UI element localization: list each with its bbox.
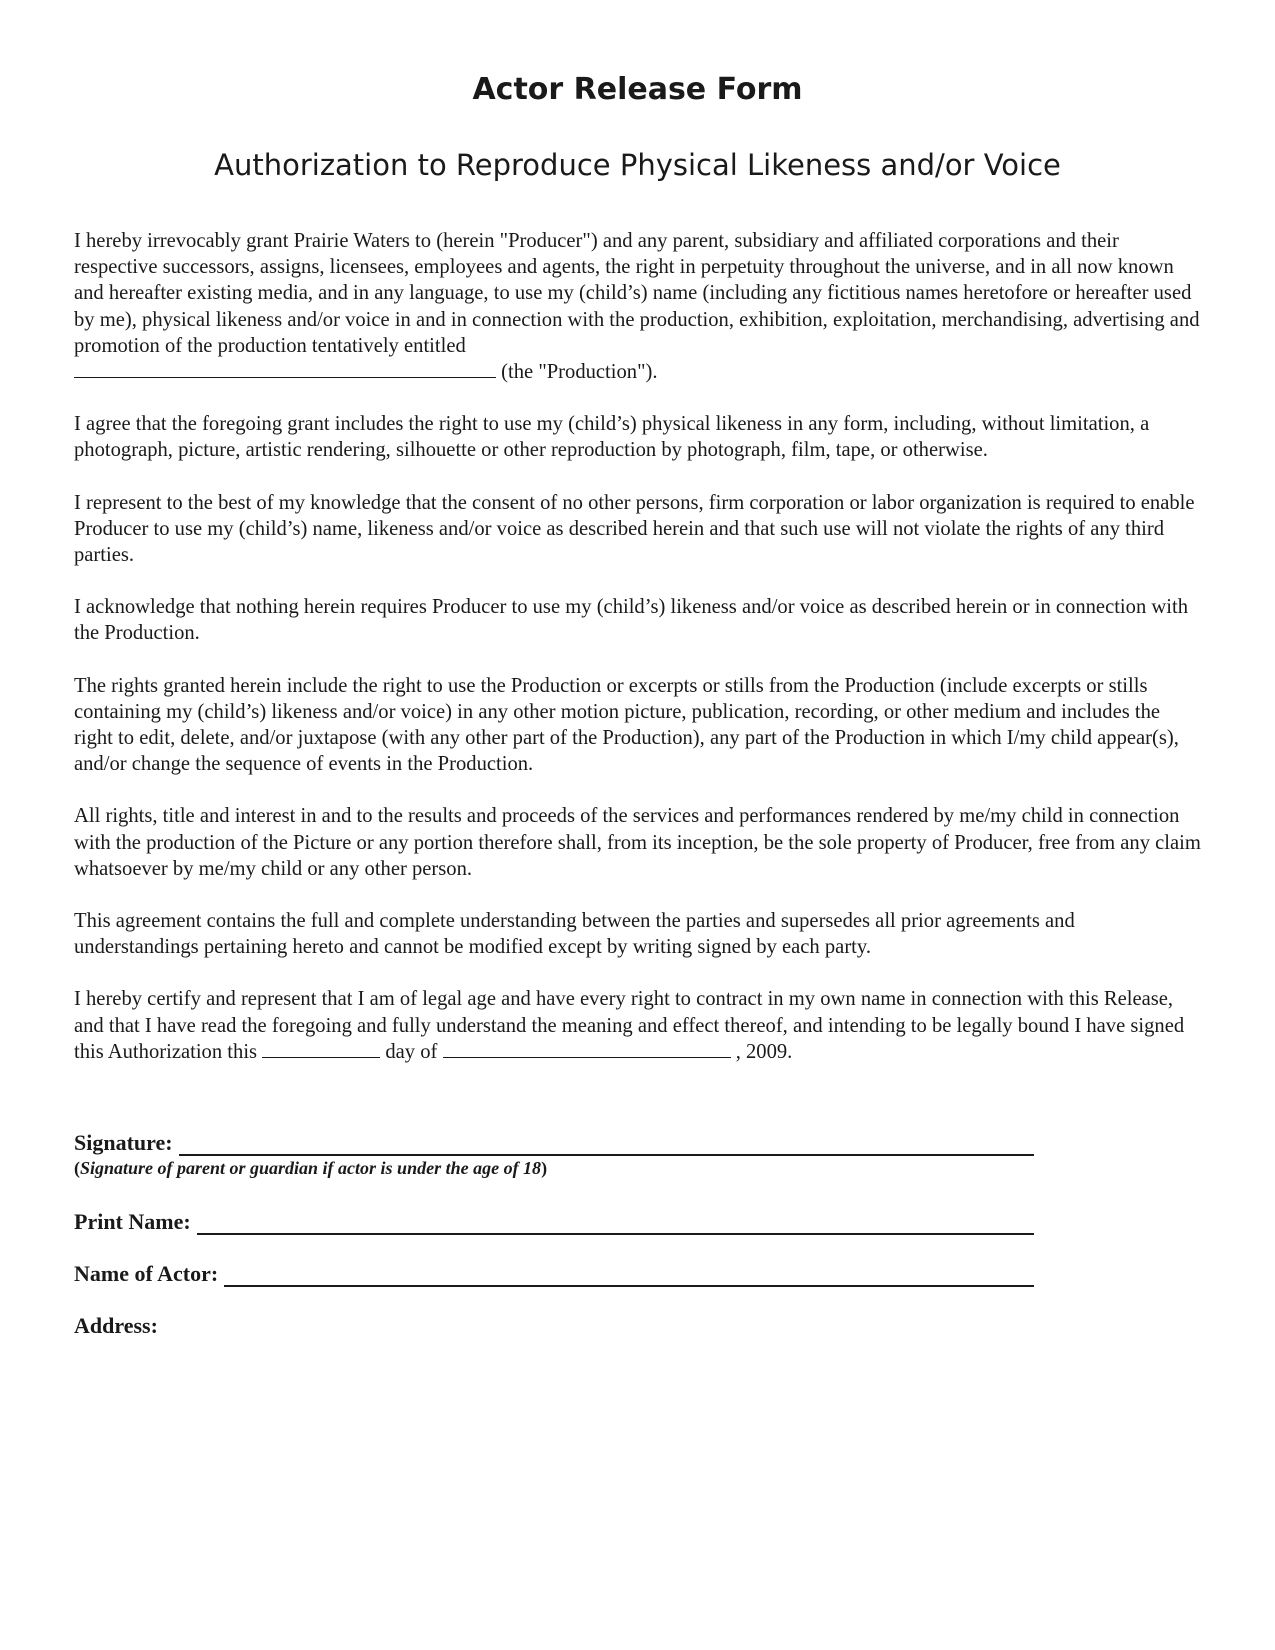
print-name-line[interactable]	[197, 1209, 1034, 1235]
paragraph-grant-tail: (the "Production").	[496, 361, 658, 384]
paragraph-certify-dayof: day of	[380, 1040, 443, 1063]
paragraph-certify	[74, 986, 1204, 1065]
signature-note-open: (	[74, 1158, 80, 1178]
signature-note-close: )	[541, 1158, 548, 1178]
paragraph-grant	[74, 228, 1204, 385]
paragraph-rights: The rights granted herein include the right to use the Production or excerpts or stills from the Production (include excerpts or stills containing my (child’s) likeness and/or voice) in any other motion picture, publication, recording, or other medium and includes the right to edit, delete, and/or juxtapose (with any other part of the Production), any part of the Production in which I/my child appear(s), and/or change the sequence of events in the Production.	[74, 674, 1179, 776]
month-blank[interactable]	[443, 1039, 731, 1058]
address-label: Address:	[74, 1313, 158, 1338]
paragraph-title-interest: All rights, title and interest in and to the results and proceeds of the services and performances rendered by me/my child in connection with the production of the Picture or any portion therefore shall, from its inception, be the sole property of Producer, free from any claim whatsoever by me/my child or any other person.	[74, 805, 1201, 880]
print-name-label: Print Name:	[74, 1209, 191, 1234]
day-blank[interactable]	[262, 1039, 380, 1058]
actor-name-row	[74, 1257, 1034, 1287]
document-title: Actor Release Form	[472, 72, 803, 107]
document-subtitle: Authorization to Reproduce Physical Likeness and/or Voice	[214, 148, 1061, 182]
paragraph-consent: I represent to the best of my knowledge that the consent of no other persons, firm corporation or labor organization is required to enable Producer to use my (child’s) name, likeness and/or voice as described herein and that such use will not violate the rights of any third parties.	[74, 491, 1195, 567]
signature-note-text: Signature of parent or guardian if actor is under the age of 18	[80, 1158, 542, 1178]
signature-label: Signature:	[74, 1130, 173, 1155]
signature-line[interactable]	[179, 1130, 1034, 1156]
actor-name-line[interactable]	[224, 1261, 1034, 1287]
paragraph-certify-text: I hereby certify and represent that I am of legal age and have every right to contract in my own name in connection with this Release, and that I have read the foregoing and fully understand the meaning and effect thereof, and intending to be legally bound I have signed this Authorization this	[74, 988, 1185, 1063]
signature-note	[74, 1158, 1034, 1179]
paragraph-likeness: I agree that the foregoing grant includes the right to use my (child’s) physical likeness in any form, including, without limitation, a photograph, picture, artistic rendering, silhouette or other reproduction by photograph, film, tape, or otherwise.	[74, 413, 1150, 462]
print-name-row	[74, 1205, 1034, 1235]
agreement-body	[74, 228, 1204, 1091]
paragraph-entire-agreement: This agreement contains the full and complete understanding between the parties and supersedes all prior agreements and understandings pertaining hereto and cannot be modified except by writing signed by each party.	[74, 910, 1075, 959]
paragraph-acknowledge: I acknowledge that nothing herein requires Producer to use my (child’s) likeness and/or voice as described herein or in connection with the Production.	[74, 596, 1189, 645]
production-title-blank[interactable]	[74, 359, 496, 378]
signature-block	[74, 1126, 1034, 1339]
paragraph-grant-text: I hereby irrevocably grant Prairie Waters to (herein "Producer") and any parent, subsidiary and affiliated corporations and their respective successors, assigns, licensees, employees and agents, the right in perpetuity throughout the universe, and in all now known and hereafter existing media, and in any language, to use my (child’s) name (including any fictitious names heretofore or hereafter used by me), physical likeness and/or voice in and in connection with the production, exhibition, exploitation, merchandising, advertising and promotion of the production tentatively entitled	[74, 230, 1200, 357]
paragraph-certify-year: , 2009.	[730, 1040, 793, 1063]
actor-name-label: Name of Actor:	[74, 1261, 219, 1286]
address-row	[74, 1309, 1034, 1339]
signature-row	[74, 1126, 1034, 1156]
